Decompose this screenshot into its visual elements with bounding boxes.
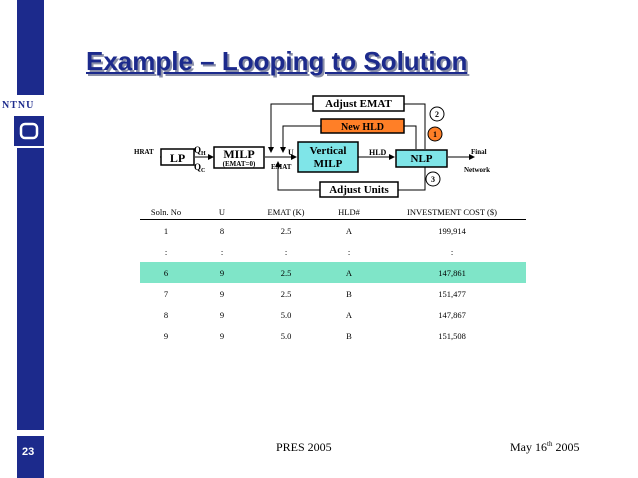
network-label: Network	[464, 166, 491, 174]
cell-emat: 5.0	[280, 309, 292, 320]
logo-text: NTNU	[2, 100, 35, 111]
table-row	[140, 304, 526, 325]
cell-u: 9	[192, 262, 252, 283]
cell-hld: A	[345, 309, 353, 320]
cell-soln-no: 1	[163, 225, 169, 236]
cell-u: 8	[219, 225, 225, 236]
final-label: Final	[471, 148, 487, 156]
qc-label: $Q_C$	[194, 162, 206, 174]
circle-2-label: 2	[435, 110, 439, 119]
cell-hld: A	[320, 262, 378, 283]
ntnu-logo-icon	[14, 116, 44, 146]
table-row-highlighted	[140, 262, 526, 283]
cell-emat: 5.0	[280, 330, 292, 341]
sidebar-bar-mid	[17, 148, 44, 430]
table-row	[140, 241, 526, 262]
circle-3-label: 3	[431, 175, 435, 184]
results-table	[140, 204, 526, 346]
cell-hld: A	[345, 225, 353, 236]
cell-hld: B	[346, 330, 352, 341]
table-row	[140, 283, 526, 304]
cell-emat: 2.5	[252, 262, 320, 283]
footer-date: May 16th 2005	[510, 440, 580, 454]
vertical-label: Vertical	[309, 145, 347, 157]
cell-u: :	[220, 246, 224, 257]
milp-label: MILP	[223, 147, 255, 161]
header-soln-no: Soln. No	[140, 204, 192, 220]
cell-soln-no: 7	[163, 288, 169, 299]
header-emat: EMAT (K)	[252, 204, 320, 220]
cell-soln-no: 9	[163, 330, 169, 341]
cell-u: 9	[219, 309, 225, 320]
cell-u: 9	[219, 288, 225, 299]
cell-emat: 2.5	[280, 288, 292, 299]
circle-1-label: 1	[433, 130, 437, 139]
hld-label: HLD	[369, 148, 387, 157]
cell-investment-cost: 199,914	[438, 225, 466, 236]
cell-hld: B	[346, 288, 352, 299]
sidebar-bar-top	[17, 0, 44, 95]
adjust-units-label: Adjust Units	[329, 184, 389, 196]
emat-label: EMAT	[271, 163, 292, 171]
flow-diagram	[128, 92, 518, 202]
cell-emat: 2.5	[280, 225, 292, 236]
footer-conference: PRES 2005	[276, 440, 332, 454]
table-row	[140, 325, 526, 346]
cell-investment-cost: 147,867	[438, 309, 466, 320]
table-row	[140, 220, 526, 242]
adjust-emat-label: Adjust EMAT	[325, 98, 392, 110]
cell-hld: :	[347, 246, 351, 257]
header-investment-cost: INVESTMENT COST ($)	[378, 204, 526, 220]
sidebar	[0, 0, 47, 478]
qh-label: $Q_H$	[194, 145, 206, 157]
cell-soln-no: 8	[163, 309, 169, 320]
cell-u: 9	[219, 330, 225, 341]
hrat-label: HRAT	[134, 148, 154, 156]
slide-title: Example – Looping to Solution	[86, 46, 468, 76]
cell-soln-no: 6	[140, 262, 192, 283]
cell-investment-cost: :	[450, 246, 454, 257]
nlp-label: NLP	[410, 153, 433, 165]
lp-label: LP	[169, 151, 186, 165]
cell-emat: :	[284, 246, 288, 257]
page-number: 23	[22, 446, 35, 458]
cell-investment-cost: 147,861	[378, 262, 526, 283]
header-u: U	[192, 204, 252, 220]
table-header-row	[140, 204, 526, 220]
cell-investment-cost: 151,508	[438, 330, 466, 341]
cell-soln-no: :	[164, 246, 168, 257]
cell-investment-cost: 151,477	[438, 288, 466, 299]
new-hld-label: New HLD	[340, 122, 385, 133]
emat0-label: (EMAT=0)	[222, 160, 256, 168]
header-hld: HLD#	[320, 204, 378, 220]
u-label: U	[288, 148, 294, 157]
vertical-milp-label: MILP	[313, 158, 343, 170]
